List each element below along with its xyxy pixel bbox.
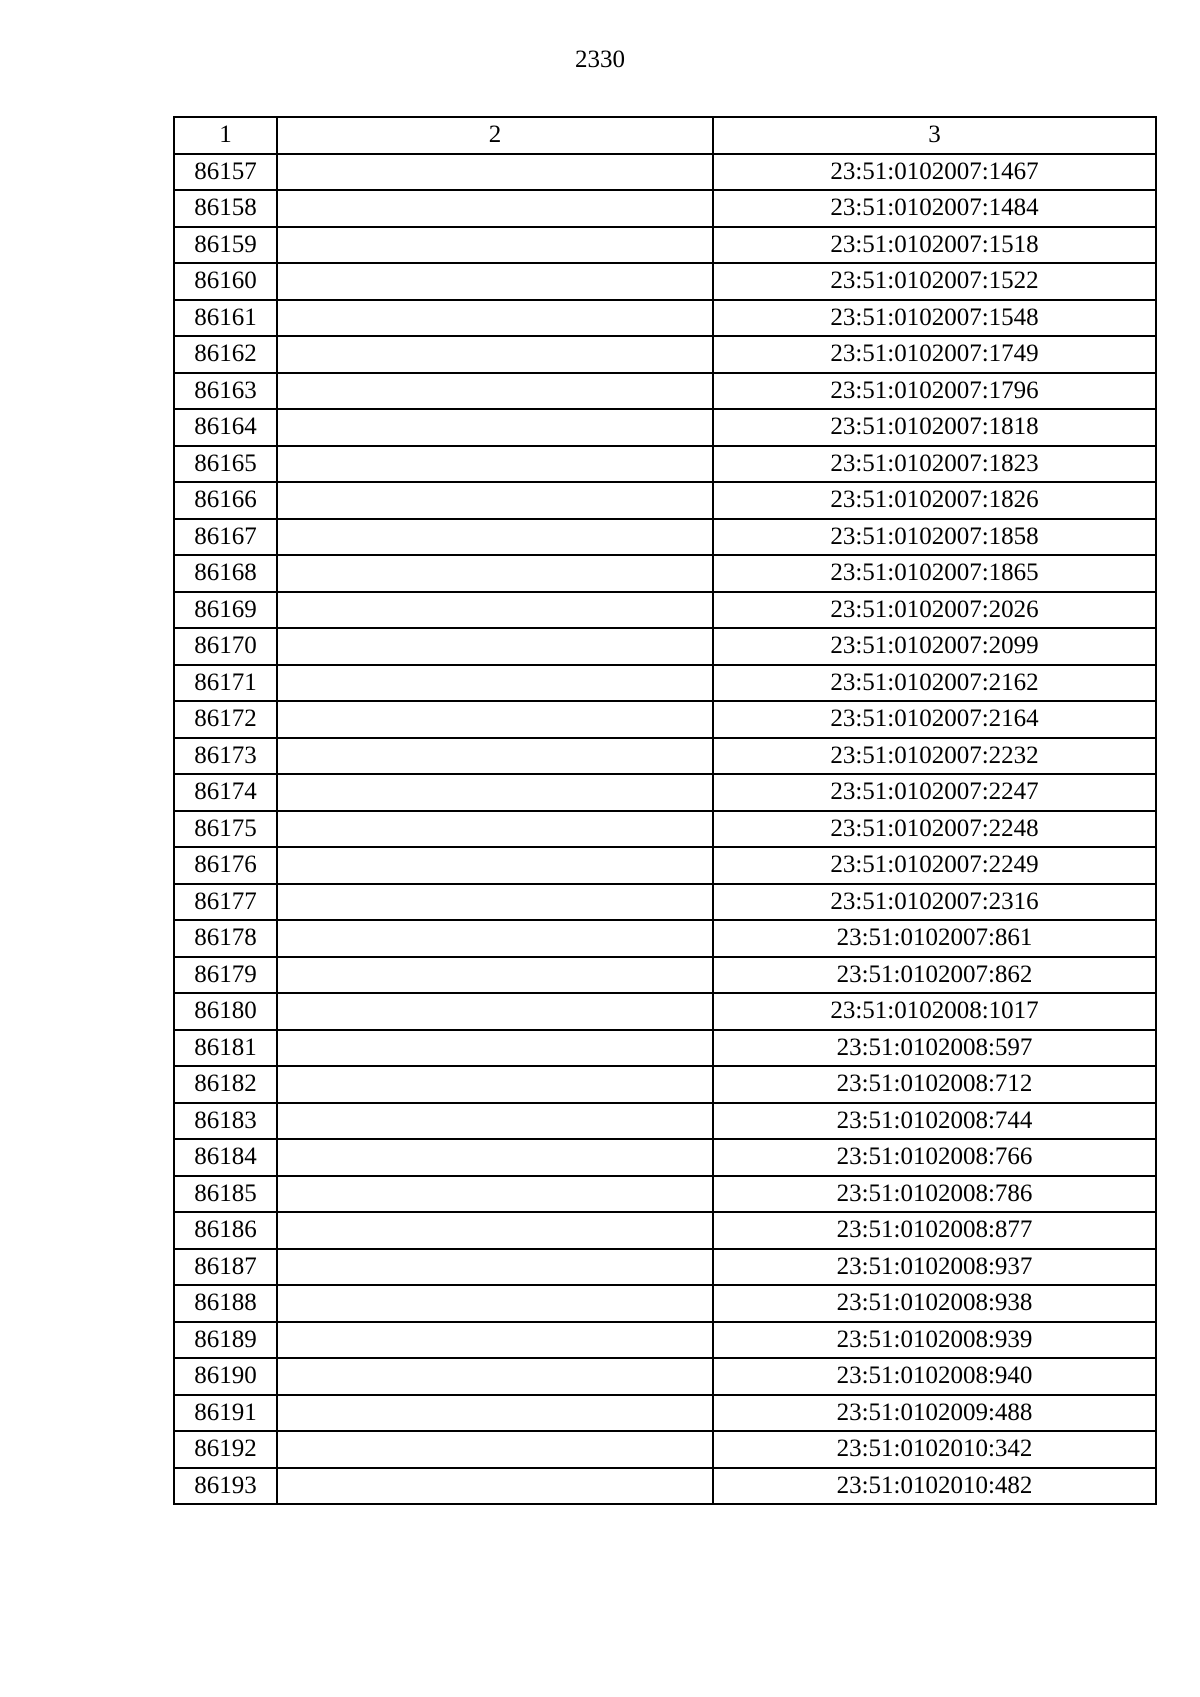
row-cadastral-number: 23:51:0102007:1823: [713, 446, 1156, 483]
row-number: 86172: [174, 701, 277, 738]
row-cadastral-number: 23:51:0102008:1017: [713, 993, 1156, 1030]
table-row: [174, 811, 1156, 848]
row-number: 86175: [174, 811, 277, 848]
table-row: [174, 701, 1156, 738]
table-row: [174, 446, 1156, 483]
table-row: [174, 1030, 1156, 1067]
row-cadastral-number: 23:51:0102007:861: [713, 920, 1156, 957]
table-row: [174, 592, 1156, 629]
row-cadastral-number: 23:51:0102007:1484: [713, 190, 1156, 227]
row-number: 86187: [174, 1249, 277, 1286]
row-cadastral-number: 23:51:0102008:939: [713, 1322, 1156, 1359]
column-header-3: 3: [713, 117, 1156, 154]
row-name: [277, 446, 713, 483]
row-cadastral-number: 23:51:0102007:2164: [713, 701, 1156, 738]
table-row: [174, 847, 1156, 884]
row-number: 86162: [174, 336, 277, 373]
table-row: [174, 628, 1156, 665]
registry-table: [173, 116, 1157, 1505]
table-row: [174, 263, 1156, 300]
row-number: 86171: [174, 665, 277, 702]
table-row: [174, 1468, 1156, 1505]
table-row: [174, 738, 1156, 775]
row-name: [277, 263, 713, 300]
row-name: [277, 738, 713, 775]
row-name: [277, 555, 713, 592]
row-cadastral-number: 23:51:0102008:744: [713, 1103, 1156, 1140]
row-name: [277, 373, 713, 410]
row-cadastral-number: 23:51:0102007:2232: [713, 738, 1156, 775]
row-name: [277, 482, 713, 519]
row-name: [277, 1176, 713, 1213]
row-cadastral-number: 23:51:0102007:1826: [713, 482, 1156, 519]
table-row: [174, 920, 1156, 957]
row-name: [277, 592, 713, 629]
row-name: [277, 1066, 713, 1103]
row-name: [277, 665, 713, 702]
row-number: 86189: [174, 1322, 277, 1359]
row-cadastral-number: 23:51:0102010:482: [713, 1468, 1156, 1505]
row-name: [277, 1395, 713, 1432]
row-name: [277, 701, 713, 738]
row-name: [277, 993, 713, 1030]
row-cadastral-number: 23:51:0102007:2026: [713, 592, 1156, 629]
row-number: 86163: [174, 373, 277, 410]
table-row: [174, 774, 1156, 811]
row-name: [277, 1285, 713, 1322]
page-number: 2330: [575, 46, 625, 73]
row-number: 86158: [174, 190, 277, 227]
table-row: [174, 1285, 1156, 1322]
row-number: 86185: [174, 1176, 277, 1213]
row-number: 86190: [174, 1358, 277, 1395]
table-row: [174, 1431, 1156, 1468]
row-cadastral-number: 23:51:0102007:862: [713, 957, 1156, 994]
table-row: [174, 1103, 1156, 1140]
table-row: [174, 555, 1156, 592]
row-number: 86181: [174, 1030, 277, 1067]
column-header-1: 1: [174, 117, 277, 154]
row-cadastral-number: 23:51:0102008:786: [713, 1176, 1156, 1213]
table-row: [174, 957, 1156, 994]
row-name: [277, 1358, 713, 1395]
row-cadastral-number: 23:51:0102007:1858: [713, 519, 1156, 556]
row-name: [277, 920, 713, 957]
row-number: 86182: [174, 1066, 277, 1103]
row-cadastral-number: 23:51:0102007:1749: [713, 336, 1156, 373]
table-row: [174, 1176, 1156, 1213]
row-number: 86161: [174, 300, 277, 337]
row-name: [277, 811, 713, 848]
row-name: [277, 227, 713, 264]
row-name: [277, 628, 713, 665]
table-row: [174, 1139, 1156, 1176]
row-cadastral-number: 23:51:0102007:1522: [713, 263, 1156, 300]
row-number: 86166: [174, 482, 277, 519]
row-number: 86174: [174, 774, 277, 811]
row-name: [277, 1212, 713, 1249]
table-row: [174, 482, 1156, 519]
row-name: [277, 884, 713, 921]
row-number: 86170: [174, 628, 277, 665]
table-body: [174, 154, 1156, 1505]
table-row: [174, 227, 1156, 264]
row-number: 86173: [174, 738, 277, 775]
row-number: 86191: [174, 1395, 277, 1432]
row-cadastral-number: 23:51:0102007:2162: [713, 665, 1156, 702]
table-row: [174, 1212, 1156, 1249]
table-row: [174, 190, 1156, 227]
table-row: [174, 300, 1156, 337]
table-row: [174, 1066, 1156, 1103]
row-name: [277, 957, 713, 994]
row-cadastral-number: 23:51:0102008:766: [713, 1139, 1156, 1176]
row-name: [277, 409, 713, 446]
table-row: [174, 665, 1156, 702]
row-number: 86180: [174, 993, 277, 1030]
row-cadastral-number: 23:51:0102008:937: [713, 1249, 1156, 1286]
row-number: 86183: [174, 1103, 277, 1140]
row-number: 86188: [174, 1285, 277, 1322]
row-cadastral-number: 23:51:0102010:342: [713, 1431, 1156, 1468]
row-cadastral-number: 23:51:0102007:1796: [713, 373, 1156, 410]
row-number: 86164: [174, 409, 277, 446]
row-name: [277, 774, 713, 811]
row-cadastral-number: 23:51:0102008:597: [713, 1030, 1156, 1067]
row-name: [277, 1139, 713, 1176]
table-row: [174, 1322, 1156, 1359]
row-cadastral-number: 23:51:0102007:1518: [713, 227, 1156, 264]
row-cadastral-number: 23:51:0102009:488: [713, 1395, 1156, 1432]
row-cadastral-number: 23:51:0102007:2316: [713, 884, 1156, 921]
row-name: [277, 190, 713, 227]
row-number: 86165: [174, 446, 277, 483]
column-header-2: 2: [277, 117, 713, 154]
row-name: [277, 1322, 713, 1359]
row-number: 86179: [174, 957, 277, 994]
table-row: [174, 1358, 1156, 1395]
row-cadastral-number: 23:51:0102007:2249: [713, 847, 1156, 884]
row-cadastral-number: 23:51:0102007:2099: [713, 628, 1156, 665]
row-name: [277, 300, 713, 337]
row-name: [277, 1030, 713, 1067]
table-row: [174, 993, 1156, 1030]
table-row: [174, 336, 1156, 373]
row-number: 86169: [174, 592, 277, 629]
row-cadastral-number: 23:51:0102008:877: [713, 1212, 1156, 1249]
row-number: 86193: [174, 1468, 277, 1505]
row-name: [277, 1249, 713, 1286]
row-number: 86160: [174, 263, 277, 300]
row-name: [277, 336, 713, 373]
row-number: 86157: [174, 154, 277, 191]
row-name: [277, 1468, 713, 1505]
row-cadastral-number: 23:51:0102007:1548: [713, 300, 1156, 337]
table-row: [174, 1249, 1156, 1286]
table-row: [174, 154, 1156, 191]
table-row: [174, 1395, 1156, 1432]
row-cadastral-number: 23:51:0102008:940: [713, 1358, 1156, 1395]
row-name: [277, 1103, 713, 1140]
row-cadastral-number: 23:51:0102007:1467: [713, 154, 1156, 191]
table-row: [174, 884, 1156, 921]
row-cadastral-number: 23:51:0102008:712: [713, 1066, 1156, 1103]
row-name: [277, 1431, 713, 1468]
row-cadastral-number: 23:51:0102007:2247: [713, 774, 1156, 811]
row-number: 86176: [174, 847, 277, 884]
row-name: [277, 154, 713, 191]
row-cadastral-number: 23:51:0102007:1818: [713, 409, 1156, 446]
table-row: [174, 373, 1156, 410]
row-cadastral-number: 23:51:0102008:938: [713, 1285, 1156, 1322]
row-number: 86186: [174, 1212, 277, 1249]
table-row: [174, 519, 1156, 556]
row-number: 86184: [174, 1139, 277, 1176]
row-cadastral-number: 23:51:0102007:1865: [713, 555, 1156, 592]
row-number: 86178: [174, 920, 277, 957]
row-name: [277, 519, 713, 556]
table-row: [174, 409, 1156, 446]
row-number: 86177: [174, 884, 277, 921]
row-number: 86168: [174, 555, 277, 592]
row-number: 86159: [174, 227, 277, 264]
table-header-row: [174, 117, 1156, 154]
row-number: 86192: [174, 1431, 277, 1468]
row-cadastral-number: 23:51:0102007:2248: [713, 811, 1156, 848]
row-number: 86167: [174, 519, 277, 556]
row-name: [277, 847, 713, 884]
